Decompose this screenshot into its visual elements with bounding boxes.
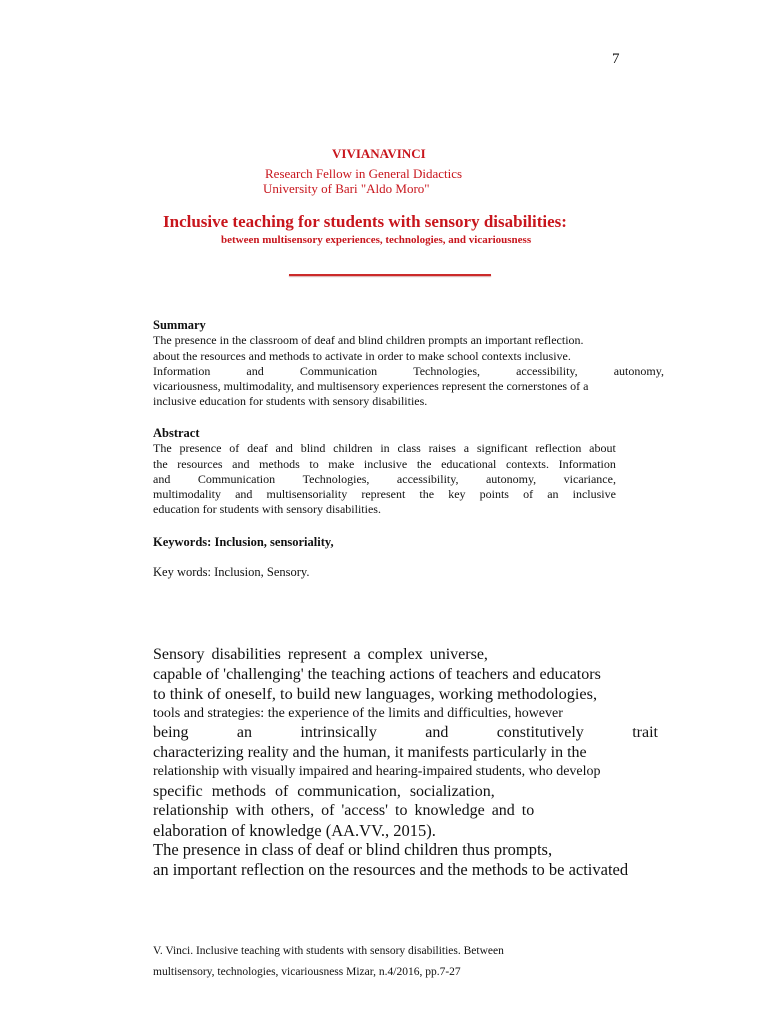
summary-heading: Summary	[153, 318, 206, 332]
word: and	[275, 441, 293, 456]
page-number: 7	[612, 51, 620, 67]
keywords: Keywords: Inclusion, sensoriality,	[153, 535, 334, 549]
body-line	[153, 723, 658, 743]
citation-footer	[153, 941, 504, 983]
word: represent	[361, 487, 406, 502]
word: raises	[428, 441, 456, 456]
key-words: Key words: Inclusion, Sensory.	[153, 565, 310, 579]
word: make	[328, 456, 355, 471]
word: Technologies,	[302, 471, 370, 486]
body-line: capable of 'challenging' the teaching actions of teachers and educators	[153, 665, 601, 683]
word: blind	[300, 441, 326, 456]
body-line: to think of oneself, to build new languages, working methodologies,	[153, 684, 598, 703]
word: Communication	[299, 363, 378, 378]
abstract-line	[153, 457, 616, 472]
word: inclusive	[572, 487, 616, 502]
word: autonomy,	[485, 471, 537, 486]
summary-section	[153, 318, 664, 410]
word: contexts.	[505, 456, 549, 471]
body-line: relationship with others, of 'access' to knowledge and to	[153, 802, 535, 819]
word: points	[479, 487, 509, 502]
word: vicariance,	[563, 471, 616, 486]
word: and	[246, 363, 264, 378]
word: deaf	[247, 441, 268, 456]
body-line: relationship with visually impaired and hearing-impaired students, who develop	[153, 764, 601, 779]
abstract-line	[153, 441, 616, 456]
body-text	[153, 645, 658, 879]
word: resources	[177, 456, 223, 471]
summary-line	[153, 364, 664, 379]
word: about	[589, 441, 616, 456]
word: being	[153, 724, 189, 741]
word: multisensoriality	[266, 487, 348, 502]
summary-line: inclusive education for students with sensory disabilities.	[153, 394, 428, 409]
word: significant	[476, 441, 528, 456]
word: Communication	[197, 471, 276, 486]
word: Information	[153, 363, 211, 378]
word: and	[232, 456, 250, 471]
title-divider	[289, 274, 491, 276]
word: trait	[632, 724, 658, 741]
word: educational	[441, 456, 497, 471]
word: key	[448, 487, 466, 502]
word: methods	[259, 456, 300, 471]
word: the	[419, 487, 435, 502]
word: to	[309, 456, 319, 471]
word: Technologies,	[413, 363, 481, 378]
word: a	[463, 441, 470, 456]
word: in	[380, 441, 390, 456]
body-line: Sensory disabilities represent a complex universe,	[153, 646, 488, 663]
body-line: elaboration of knowledge (AA.VV., 2015).	[153, 820, 436, 840]
word: The	[153, 441, 172, 456]
word: of	[523, 487, 534, 502]
word: reflection	[535, 441, 582, 456]
word: children	[333, 441, 373, 456]
word: presence	[179, 441, 222, 456]
word: accessibility,	[516, 363, 578, 378]
author-affiliation-role: Research Fellow in General Didactics	[265, 166, 463, 181]
body-line: characterizing reality and the human, it manifests particularly in the	[153, 743, 587, 761]
word: an	[236, 724, 253, 741]
abstract-heading: Abstract	[153, 426, 200, 440]
word: intrinsically	[300, 724, 377, 741]
citation-line: V. Vinci. Inclusive teaching with students with sensory disabilities. Between	[153, 945, 504, 957]
word: constitutively	[496, 724, 584, 741]
body-line: tools and strategies: the experience of the limits and difficulties, however	[153, 705, 563, 721]
summary-line: about the resources and methods to activate in order to make school contexts inclusive.	[153, 348, 571, 363]
abstract-line: education for students with sensory disabilities.	[153, 502, 381, 517]
word: Information	[558, 456, 616, 471]
word: multimodality	[153, 487, 221, 502]
word: of	[229, 441, 240, 456]
author-name: VIVIANAVINCI	[332, 146, 426, 161]
word: and	[153, 471, 171, 486]
citation-line: multisensory, technologies, vicariousness Mizar, n.4/2016, pp.7-27	[153, 966, 461, 978]
word: accessibility,	[396, 471, 459, 486]
abstract-line	[153, 487, 616, 502]
body-line: specific methods of communication, socialization,	[153, 782, 495, 800]
author-affiliation-university: University of Bari "Aldo Moro"	[263, 181, 430, 196]
word: autonomy,	[613, 363, 664, 378]
word: inclusive	[363, 456, 408, 471]
word: the	[416, 456, 432, 471]
abstract-section	[153, 426, 616, 518]
paper-title: Inclusive teaching for students with sensory disabilities:	[163, 212, 567, 231]
word: the	[153, 456, 168, 471]
paper-subtitle: between multisensory experiences, technologies, and vicariousness	[221, 234, 532, 246]
summary-line: The presence in the classroom of deaf and blind children prompts an important reflection.	[153, 333, 584, 348]
body-line: The presence in class of deaf or blind children thus prompts,	[153, 840, 553, 859]
summary-line: vicariousness, multimodality, and multisensory experiences represent the cornerstones of a	[153, 379, 589, 394]
word: and	[425, 724, 449, 741]
body-line: an important reflection on the resources and the methods to be activated	[153, 859, 629, 879]
word: and	[235, 487, 253, 502]
word: an	[547, 487, 559, 502]
word: class	[397, 441, 421, 456]
abstract-line	[153, 472, 616, 487]
